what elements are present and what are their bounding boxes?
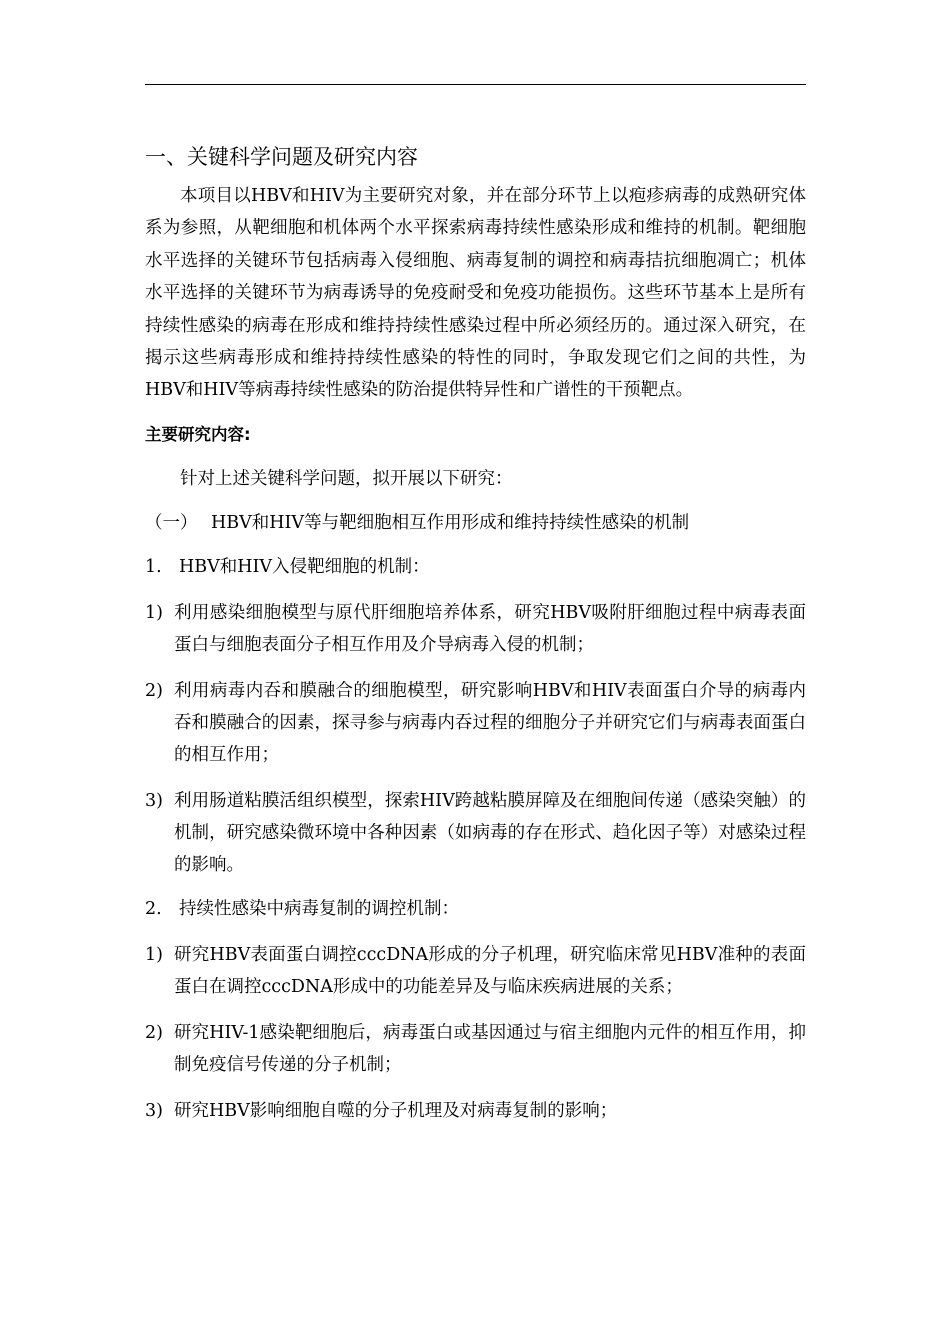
list-item-marker: 1) (145, 944, 163, 965)
main-content-label: 主要研究内容: (145, 424, 251, 444)
list-item-marker: 3) (145, 790, 163, 811)
list-item-text: 研究HBV表面蛋白调控cccDNA形成的分子机理，研究临床常见HBV准种的表面蛋白在调控cccDNA形成中的功能差异及与临床疾病进展的关系； (174, 944, 806, 997)
list-item (145, 785, 806, 881)
list-item-marker: 2) (145, 1022, 163, 1043)
list-item-text: 研究HBV影响细胞自噬的分子机理及对病毒复制的影响； (174, 1100, 618, 1121)
list-item (145, 939, 806, 1003)
intro-paragraph: 本项目以HBV和HIV为主要研究对象，并在部分环节上以疱疹病毒的成熟研究体系为参照，从靶细胞和机体两个水平探索病毒持续性感染形成和维持的机制。靶细胞水平选择的关键环节包括病毒入侵细胞、病毒复制的调控和病毒拮抗细胞凋亡；机体水平选择的关键环节为病毒诱导的免疫耐受和免疫功能损伤。这些环节基本上是所有持续性感染的病毒在形成和维持持续性感染过程中所必须经历的。通过深入研究，在揭示这些病毒形成和维持持续性感染的特性的同时，争取发现它们之间的共性，为HBV和HIV等病毒持续性感染的防治提供特异性和广谱性的干预靶点。 (145, 186, 806, 401)
topic-1-heading (145, 551, 806, 583)
list-item (145, 1095, 806, 1127)
list-item-text: 利用病毒内吞和膜融合的细胞模型，研究影响HBV和HIV表面蛋白介导的病毒内吞和膜融合的因素，探寻参与病毒内吞过程的细胞分子并研究它们与病毒表面蛋白的相互作用； (174, 680, 806, 765)
list-item-text: 研究HIV-1感染靶细胞后，病毒蛋白或基因通过与宿主细胞内元件的相互作用，抑制免疫信号传递的分子机制； (174, 1022, 806, 1075)
topic-1-number: 1. (145, 556, 162, 577)
list-item-marker: 1) (145, 602, 163, 623)
header-rule (145, 84, 806, 85)
subsection-heading (145, 507, 806, 539)
topic-2-heading (145, 893, 806, 925)
topic-1-title: HBV和HIV入侵靶细胞的机制： (179, 556, 430, 577)
document-body (145, 140, 806, 1127)
list-item-text: 利用感染细胞模型与原代肝细胞培养体系，研究HBV吸附肝细胞过程中病毒表面蛋白与细胞表面分子相互作用及介导病毒入侵的机制； (174, 602, 806, 655)
list-item (145, 597, 806, 661)
list-item-marker: 3) (145, 1100, 163, 1121)
topic-2-number: 2. (145, 898, 162, 919)
topic-2-title: 持续性感染中病毒复制的调控机制： (179, 898, 459, 919)
subsection-marker: （一） (145, 512, 198, 533)
subsection-title: HBV和HIV等与靶细胞相互作用形成和维持持续性感染的机制 (211, 512, 690, 533)
section-heading: 一、关键科学问题及研究内容 (145, 145, 418, 169)
list-item (145, 1017, 806, 1081)
list-item-text: 利用肠道粘膜活组织模型，探索HIV跨越粘膜屏障及在细胞间传递（感染突触）的机制，研究感染微环境中各种因素（如病毒的存在形式、趋化因子等）对感染过程的影响。 (174, 790, 806, 875)
lead-sentence: 针对上述关键科学问题，拟开展以下研究： (180, 468, 513, 489)
list-item-marker: 2) (145, 680, 163, 701)
list-item (145, 675, 806, 771)
